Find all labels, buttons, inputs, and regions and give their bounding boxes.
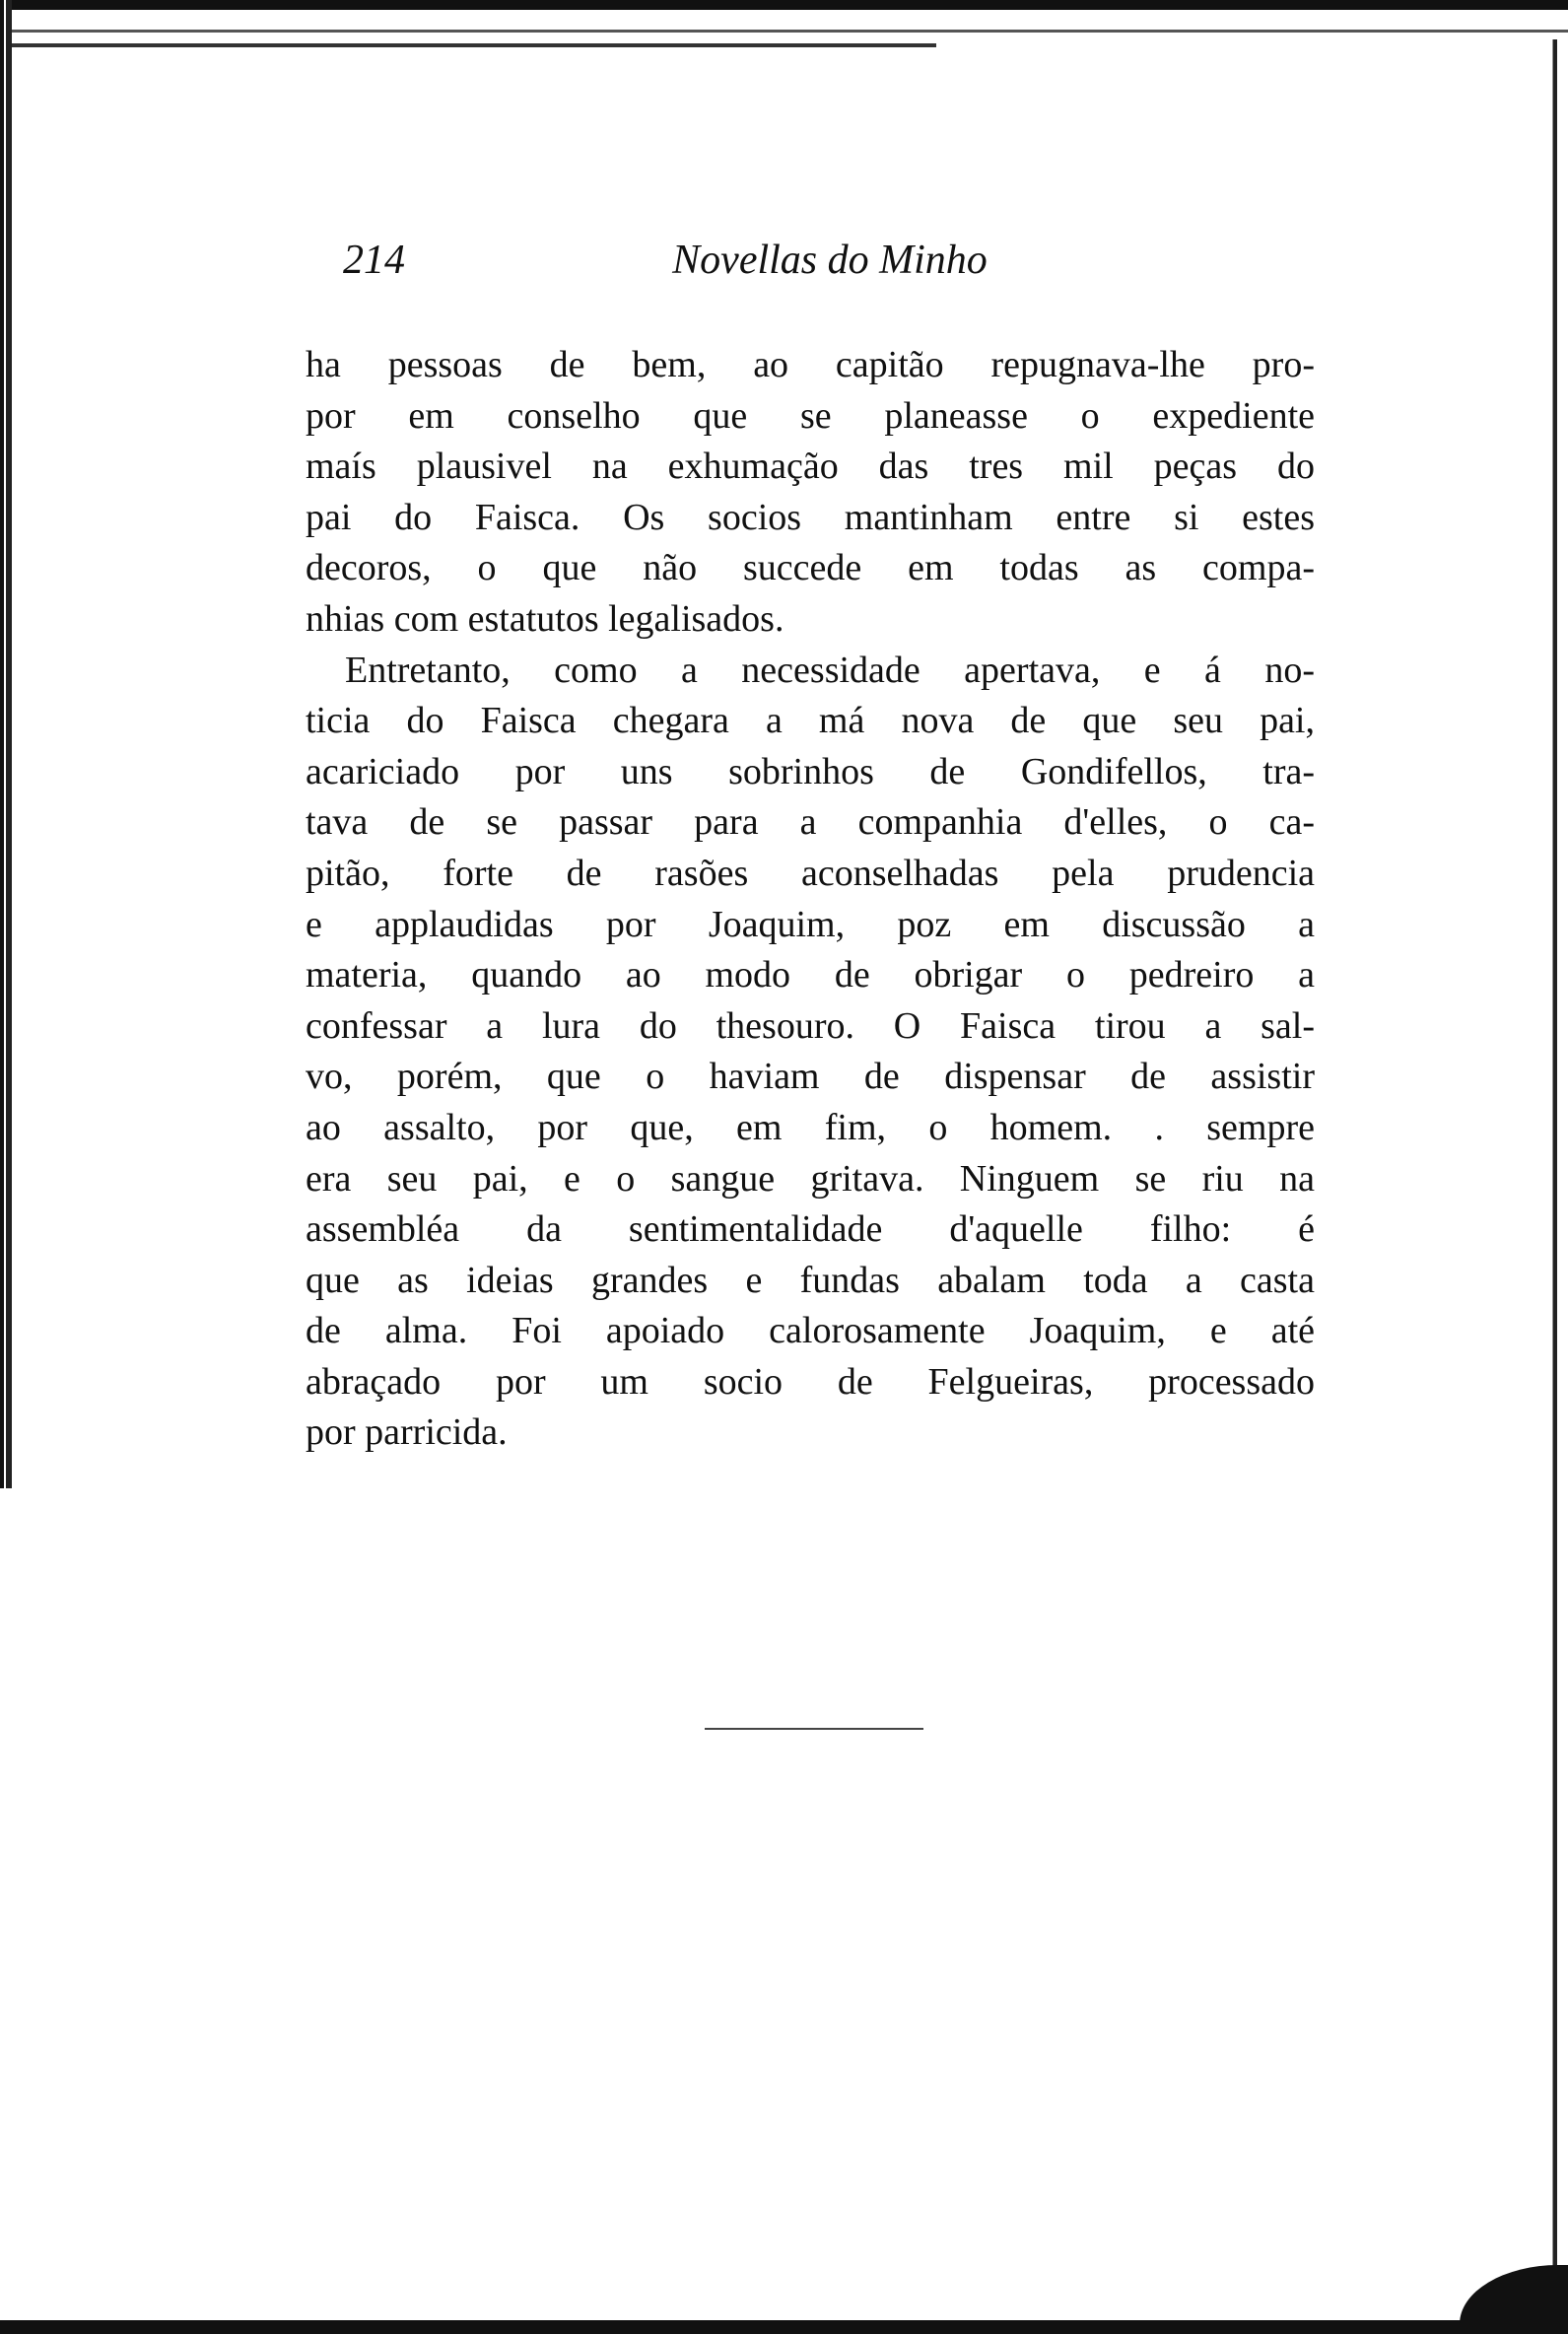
text-line: abraçado por um socio de Felgueiras, processado [306,1360,1315,1403]
scan-edge-right [1534,39,1568,2306]
text-line: materia, quando ao modo de obrigar o pedreiro a [306,954,1315,996]
text-line: pitão, forte de rasões aconselhadas pela prudencia [306,852,1315,894]
scan-edge-top [0,0,1568,10]
text-line: e applaudidas por Joaquim, poz em discussão a [306,903,1315,945]
running-header [306,237,1315,296]
running-title: Novellas do Minho [672,238,988,283]
paragraph [306,646,1315,1460]
text-line: ao assalto, por que, em fim, o homem. . sempre [306,1106,1315,1148]
text-line: que as ideias grandes e fundas abalam toda a casta [306,1259,1315,1301]
text-line: ha pessoas de bem, ao capitão repugnava-lhe pro- [306,344,1315,385]
text-line: confessar a lura do thesouro. O Faisca tirou a sal- [306,1004,1315,1047]
text-line: vo, porém, que o haviam de dispensar de assistir [306,1056,1315,1098]
text-line: tava de se passar para a companhia d'elles, o ca- [306,801,1315,844]
scan-edge-top-rule [0,43,936,47]
text-line: assembléa da sentimentalidade d'aquelle filho: é [306,1208,1315,1251]
scan-edge-top-line [0,30,1568,33]
text-line: por parricida. [306,1411,508,1454]
text-line: decoros, o que não succede em todas as compa- [306,547,1315,589]
text-line: pai do Faisca. Os socios mantinham entre si estes [306,496,1315,538]
scan-edge-bottom [0,2320,1568,2334]
text-line: de alma. Foi apoiado calorosamente Joaquim, e até [306,1310,1315,1352]
page-number: 214 [343,238,405,283]
text-line: acariciado por uns sobrinhos de Gondifellos, tra- [306,750,1315,792]
scan-edge-left [0,0,12,1488]
text-line: era seu pai, e o sangue gritava. Ninguem se riu na [306,1157,1315,1200]
text-line: nhias com estatutos legalisados. [306,597,784,640]
paragraph [306,340,1315,646]
section-end-rule [705,1728,923,1730]
text-line: maís plausivel na exhumação das tres mil peças do [306,446,1315,488]
text-line: ticia do Faisca chegara a má nova de que seu pai, [306,700,1315,742]
text-line: Entretanto, como a necessidade apertava, e á no- [345,649,1315,691]
text-line: por em conselho que se planeasse o expediente [306,394,1315,437]
page-body [306,340,1315,1459]
scan-edge-corner [1460,2265,1568,2334]
